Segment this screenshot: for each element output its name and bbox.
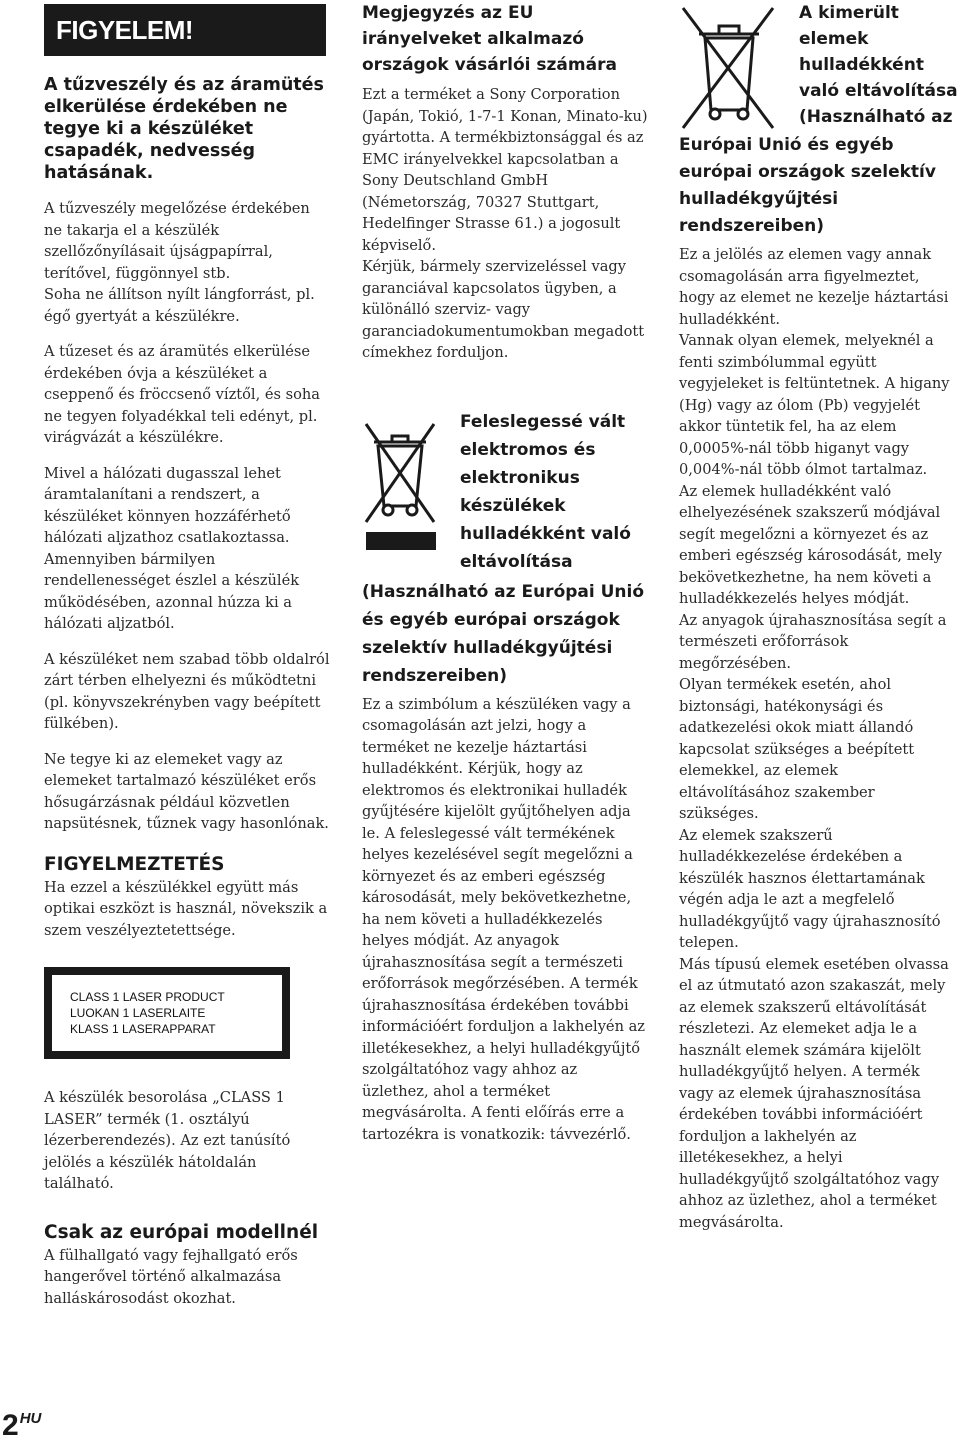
laser-label-box — [44, 967, 290, 1059]
service-paragraph: Kérjük, bármely szervizeléssel vagy garanciával kapcsolatos ügyben, a különálló szerviz- vagy garanciadokumentumokban megadott címekhez forduljon. — [362, 258, 645, 361]
col3-body — [679, 244, 951, 1233]
weee-paragraph: Ez a szimbólum a készüléken vagy a csomagolásán azt jelzi, hogy a terméket ne kezelje háztartási hulladékként. Kérjük, hogy az elektromos és elektronikai hulladék gyűjtésére kijelölt gyűjtőhelyen adja le. A feleslegessé vált termékének helyes kezelésével segít megelőzni a környezet és az emberi egészség károsodását, mely bekövetkezhetne, ha nem követi a hulladékkezelés helyes módját. Az anyagok újrahasznosítása segít a természeti erőforrások megőrzésében. A termék újrahasznosítása érdekében további információért forduljon a lakhelyén az illetékesekhez, a helyi hulladékgyűjtő szolgáltatóhoz vagy ahhoz az üzlethez, ahol a terméket megvásárolta. A fenti előírás erre a tartozékra is vonatkozik: távvezérlő. — [362, 695, 645, 1143]
laser-class-paragraph: A készülék besorolása „CLASS 1 LASER” termék (1. osztályú lézerberendezés). Az ezt tanúsító jelölés a készülék hátoldalán található. — [44, 1089, 291, 1192]
col1-body — [44, 198, 330, 835]
headphone-paragraph: A fülhallgató vagy fejhallgató erős hangerővel történő alkalmazása halláskárosodást okozhat. — [44, 1246, 298, 1307]
page-language-code: HU — [19, 1410, 42, 1427]
page-language — [20, 1410, 42, 1427]
optical-paragraph: Ha ezzel a készülékkel együtt más optikai eszközt is használ, növekszik a szem veszélyeztetettsége. — [44, 878, 328, 939]
battery-heading-text: A kimerült elemek hulladékként való eltávolítása — [799, 3, 958, 101]
fire-heading: A tűzveszély és az áramütés elkerülése érdekében ne tegye ki a készüléket csapadék, nedvesség hatásának. — [44, 75, 324, 183]
enclosure-paragraph: A készüléket nem szabad több oldalról zárt térben elhelyezni és működtetni (pl. könyvszekrényben vagy beépített fülkében). — [44, 650, 330, 732]
plug-paragraph: Mivel a hálózati dugasszal lehet áramtalanítani a rendszert, a készüléket könnyen hozzáférhető hálózati aljzathoz csatlakoztassa. — [44, 464, 291, 546]
page-number-digit: 2 — [2, 1409, 19, 1442]
crossed-bin-icon — [362, 418, 438, 562]
laser-line-1: CLASS 1 LASER PRODUCT — [70, 990, 225, 1004]
battery-heat-paragraph: Ne tegye ki az elemeket vagy az elemeket tartalmazó készüléket erős hősugárzásnak például közvetlen napsütésnek, tűznek vagy hasonlónak. — [44, 750, 329, 832]
column-3 — [679, 0, 958, 1233]
weee-subheading: (Használható az Európai Unió és egyéb európai országok szelektív hulladékgyűjtési rendszereiben) — [362, 581, 645, 686]
end-of-life-paragraph: Az elemek szakszerű hulladékkezelése érdekében a készülék hasznos élettartamának végén adja le azt a megfelelő hulladékgyűjtő vagy újrahasznosító telepen. — [679, 826, 941, 951]
chemical-paragraph: Vannak olyan elemek, melyeknél a fenti szimbólummal együtt vegyjeleket is feltüntetnek. A higany (Hg) vagy az ólom (Pb) vegyjelét akkor tüntetik fel, ha az elem 0,0005%-nál több higanyt vagy 0,004%-nál több ólmot tartalmaz. — [679, 332, 950, 478]
recycling-paragraph: Az anyagok újrahasznosítása segít a természeti erőforrások megőrzésében. — [679, 611, 947, 672]
builtin-paragraph: Olyan termékek esetén, ahol biztonsági, hatékonysági és adatkezelési okok miatt állandó kapcsolat szükséges a beépített elemekkel, az elemek eltávolításához szakember szükséges. — [679, 676, 915, 822]
manufacturer-paragraph: Ezt a terméket a Sony Corporation (Japán, Tokió, 1-7-1 Konan, Minato-ku) gyártotta. A termékbiztonsággal és az EMC irányelvekkel kapcsolatban a Sony Deutschland GmbH (Németország, 70327 Stuttgart, Hedelfinger Strasse 61.) a jogosult képviselő. — [362, 86, 648, 254]
caution-heading: FIGYELMEZTETÉS — [44, 853, 225, 875]
col2-body — [362, 84, 648, 364]
column-1 — [44, 0, 330, 1309]
other-batteries-paragraph: Más típusú elemek esetében olvassa el az útmutató azon szakaszát, mely az elemek szakszerű eltávolítását részletezi. Az elemeket adja le a használt elemek számára kijelölt hulladékgyűjtő helyen. A termék vagy az elemek újrahasznosítása érdekében további információért forduljon a lakhelyén az illetékesekhez, a helyi hulladékgyűjtő szolgáltatóhoz vagy ahhoz az üzlethez, ahol a terméket megvásárolta. — [679, 955, 949, 1231]
laser-line-2: LUOKAN 1 LASERLAITE — [70, 1006, 206, 1020]
column-2 — [362, 0, 648, 1145]
malfunction-paragraph: Amennyiben bármilyen rendellenességet észlel a készülék működésében, azonnal húzza ki a hálózati aljzatból. — [44, 550, 300, 632]
page-number — [0, 1409, 41, 1443]
weee-heading: Feleslegessé vált elektromos és elektronikus készülékek hulladékként való eltávolítása — [460, 411, 631, 572]
ventilation-paragraph: A tűzveszély megelőzése érdekében ne takarja el a készülék szellőzőnyílásait újságpapírral, terítővel, függönnyel stb. — [44, 200, 310, 282]
laser-line-3: KLASS 1 LASERAPPARAT — [70, 1022, 216, 1036]
battery-heading — [799, 0, 959, 130]
water-paragraph: A tűzeset és az áramütés elkerülése érdekében óvja a készüléket a cseppenő és fröccsenő víztől, és soha ne tegyen folyadékkal teli edényt, pl. virágvázát a készülékre. — [44, 343, 321, 446]
battery-mark-paragraph: Ez a jelölés az elemen vagy annak csomagolásán arra figyelmeztet, hogy az elemet ne kezelje háztartási hulladékként. — [679, 246, 949, 328]
eu-note-heading: Megjegyzés az EU irányelveket alkalmazó országok vásárlói számára — [362, 3, 617, 75]
battery-subheading: Európai Unió és egyéb európai országok szelektív hulladékgyűjtési rendszereiben) — [679, 135, 936, 236]
disposal-paragraph: Az elemek hulladékként való elhelyezésének szakszerű módjával segít megelőzni a környezet és az emberi egészség károsodását, mely bekövetkezhetne, ha nem követi a hulladékkezelés helyes módját. — [679, 482, 942, 607]
europe-heading: Csak az európai modellnél — [44, 1221, 319, 1243]
flame-paragraph: Soha ne állítson nyílt lángforrást, pl. égő gyertyát a készülékre. — [44, 286, 315, 325]
battery-sub-start: (Használható az — [799, 107, 953, 127]
battery-header — [679, 0, 958, 127]
crossed-battery-bin-icon — [679, 4, 779, 138]
warning-banner: FIGYELEM! — [44, 4, 326, 56]
weee-section — [362, 408, 648, 576]
